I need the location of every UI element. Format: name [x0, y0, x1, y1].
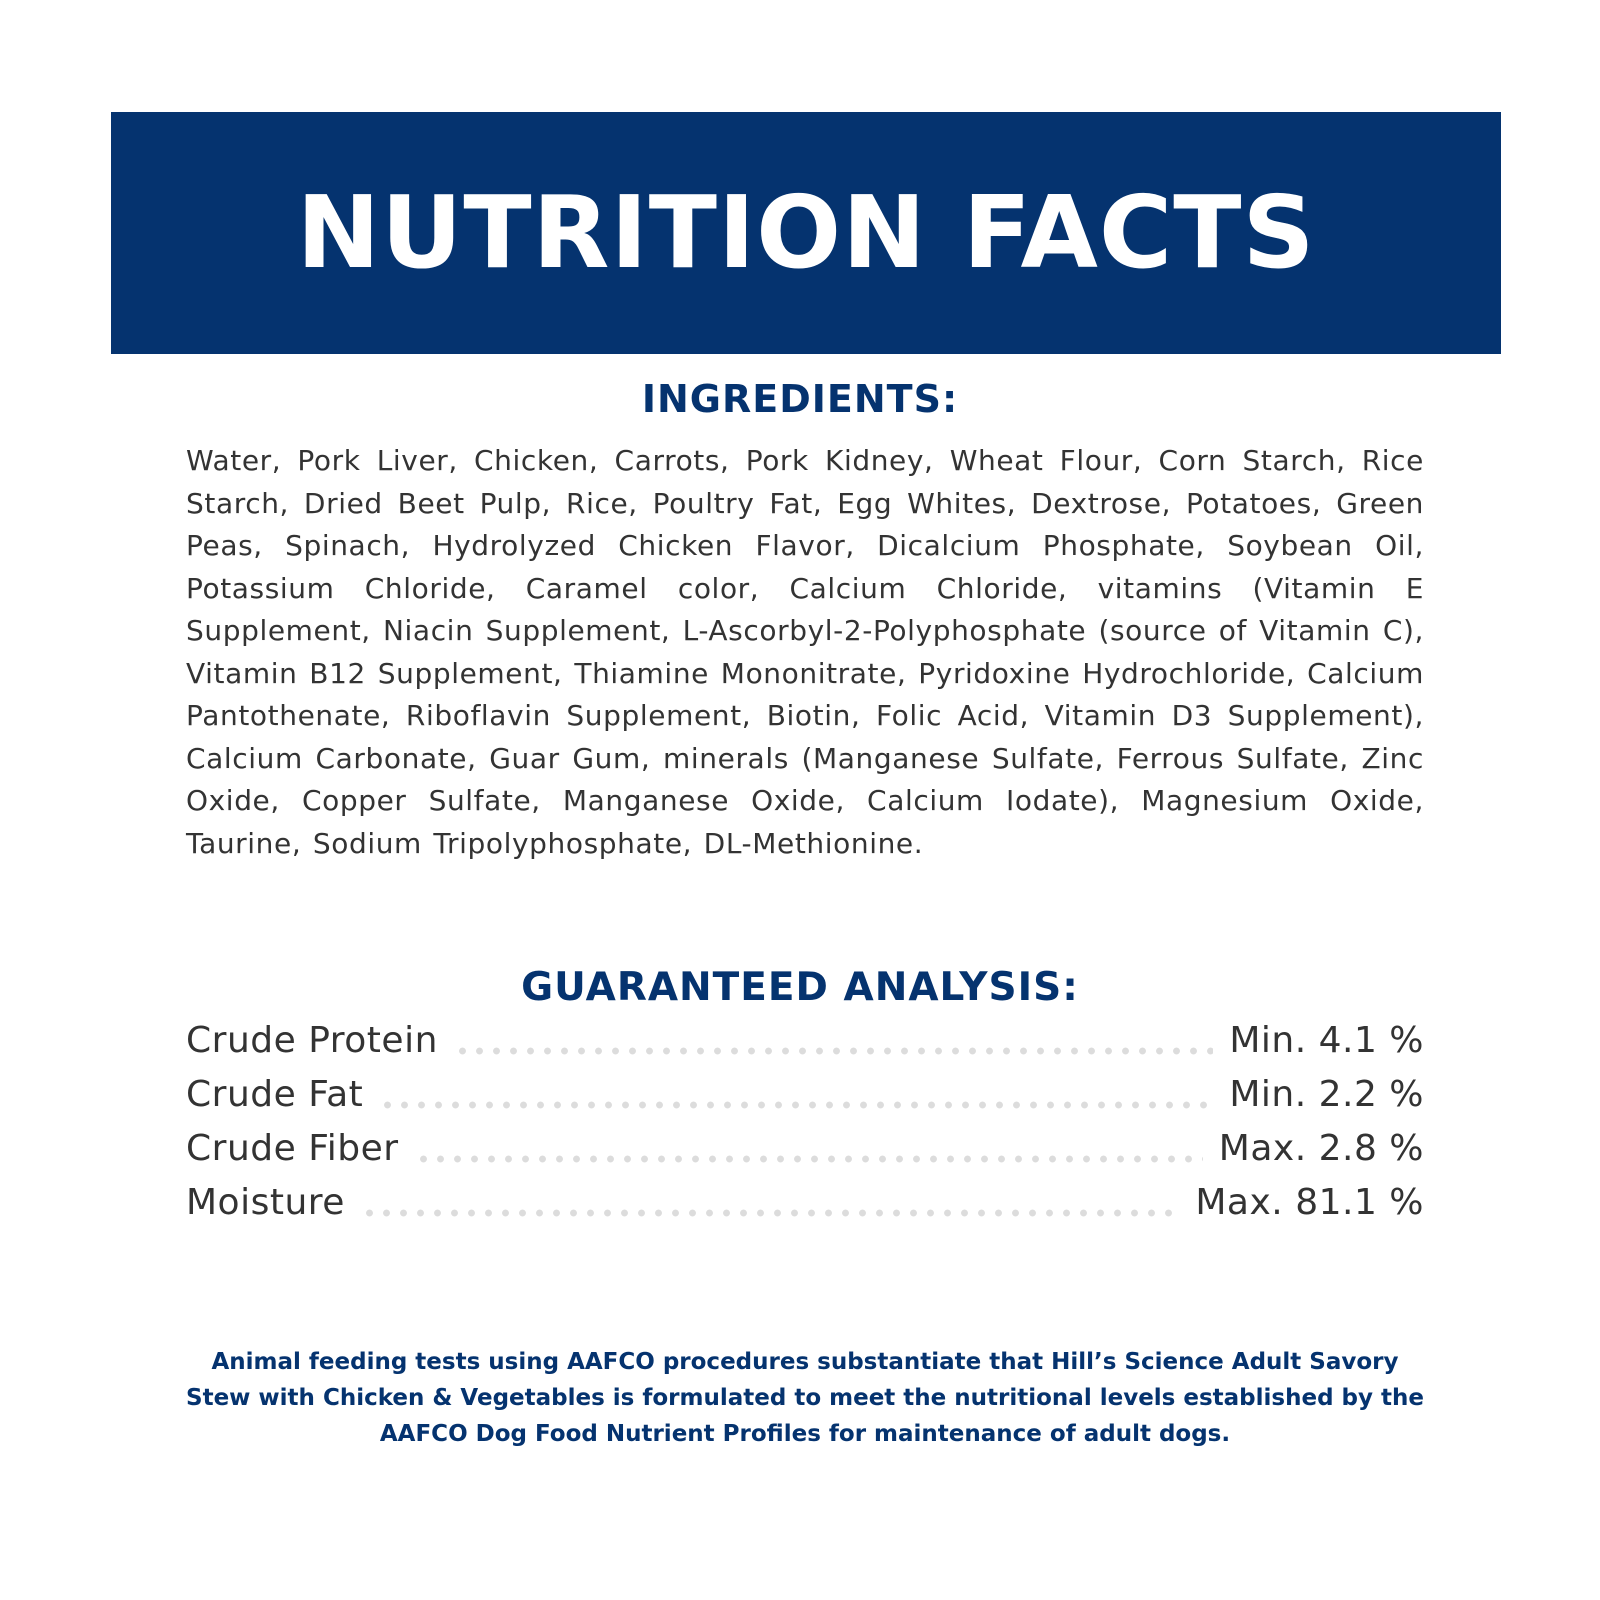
analysis-row-moisture — [186, 1176, 1424, 1230]
guaranteed-analysis-table — [186, 1014, 1424, 1230]
analysis-name: Moisture — [186, 1182, 345, 1223]
dot-leader — [454, 1047, 1213, 1055]
aafco-statement: Animal feeding tests using AAFCO procedures substantiate that Hill’s Science Adult Savory Stew with Chicken & Vegetables is formulated to meet the nutritional levels established by the AAFCO Dog Food Nutrient Profiles for maintenance of adult dogs. — [186, 1349, 1424, 1447]
analysis-value: Max. 81.1 % — [1195, 1182, 1424, 1223]
analysis-row-crude-protein — [186, 1014, 1424, 1068]
analysis-row-crude-fat — [186, 1068, 1424, 1122]
analysis-name: Crude Fat — [186, 1074, 364, 1115]
guaranteed-analysis-heading: GUARANTEED ANALYSIS: — [521, 965, 1079, 1010]
analysis-value: Min. 4.1 % — [1229, 1020, 1424, 1061]
nutrition-facts-banner — [111, 112, 1501, 354]
ingredients-heading: INGREDIENTS: — [641, 377, 959, 421]
ingredients-list: Water, Pork Liver, Chicken, Carrots, Pork Kidney, Wheat Flour, Corn Starch, Rice Starch, Dried Beet Pulp, Rice, Poultry Fat, Egg Whites, Dextrose, Potatoes, Green Peas, Spinach, Hydrolyzed Chicken Flavor, Dicalcium Phosphate, Soybean Oil, Potassium Chloride, Caramel color, Calcium Chloride, vitamins (Vitamin E Supplement, Niacin Supplement, L-Ascorbyl-2-Polyphosphate (source of Vitamin C), Vitamin B12 Supplement, Thiamine Mononitrate, Pyridoxine Hydrochloride, Calcium Pantothenate, Riboflavin Supplement, Biotin, Folic Acid, Vitamin D3 Supplement), Calcium Carbonate, Guar Gum, minerals (Manganese Sulfate, Ferrous Sulfate, Zinc Oxide, Copper Sulfate, Manganese Oxide, Calcium Iodate), Magnesium Oxide, Taurine, Sodium Tripolyphosphate, DL-Methionine. — [186, 444, 1424, 860]
dot-leader — [361, 1209, 1179, 1217]
dot-leader — [379, 1101, 1213, 1109]
analysis-value: Min. 2.2 % — [1229, 1074, 1424, 1115]
analysis-row-crude-fiber — [186, 1122, 1424, 1176]
analysis-value: Max. 2.8 % — [1218, 1128, 1424, 1169]
page-title: NUTRITION FACTS — [296, 174, 1316, 291]
dot-leader — [415, 1155, 1203, 1163]
analysis-name: Crude Fiber — [186, 1128, 399, 1169]
analysis-name: Crude Protein — [186, 1020, 438, 1061]
